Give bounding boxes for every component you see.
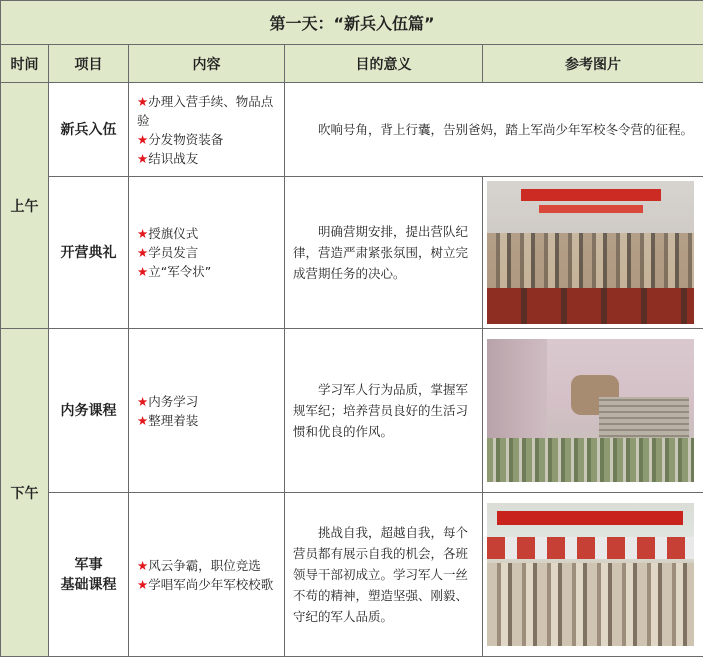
content-list: [129, 493, 285, 657]
content-list: [129, 329, 285, 493]
ceremony-photo: [487, 181, 694, 324]
header-project: 项目: [49, 45, 129, 83]
star-icon: ★: [137, 413, 148, 428]
project-name: 新兵入伍: [49, 83, 129, 177]
header-purpose: 目的意义: [285, 45, 483, 83]
content-item: ★学员发言: [137, 243, 280, 262]
table-row: [1, 83, 703, 177]
content-item: ★学唱军尚少年军校校歌: [137, 575, 280, 594]
content-list: [129, 83, 285, 177]
star-icon: ★: [137, 151, 148, 166]
table-row: [1, 493, 703, 657]
star-icon: ★: [137, 264, 148, 279]
table-row: [1, 329, 703, 493]
content-item: ★办理入营手续、物品点验: [137, 92, 280, 130]
table-row: [1, 177, 703, 329]
content-item: ★内务学习: [137, 392, 280, 411]
purpose-text: 挑战自我，超越自我，每个营员都有展示自我的机会，各班领导干部初成立。学习军人一丝不苟的精神，塑造坚强、刚毅、守纪的军人品质。: [285, 493, 483, 657]
period-afternoon: 下午: [1, 329, 49, 657]
star-icon: ★: [137, 577, 148, 592]
star-icon: ★: [137, 94, 148, 109]
star-icon: ★: [137, 245, 148, 260]
military-training-photo: [487, 503, 694, 646]
content-item: ★立“军令状”: [137, 262, 280, 281]
star-icon: ★: [137, 394, 148, 409]
reference-image-cell: [483, 329, 703, 493]
star-icon: ★: [137, 226, 148, 241]
content-item: ★分发物资装备: [137, 130, 280, 149]
star-icon: ★: [137, 132, 148, 147]
project-name: 开营典礼: [49, 177, 129, 329]
project-name: 内务课程: [49, 329, 129, 493]
header-content: 内容: [129, 45, 285, 83]
content-item: ★整理着装: [137, 411, 280, 430]
page-title: 第一天：“新兵入伍篇”: [1, 1, 703, 45]
reference-image-cell: [483, 177, 703, 329]
reference-image-cell: [483, 493, 703, 657]
project-name: 军事 基础课程: [49, 493, 129, 657]
star-icon: ★: [137, 558, 148, 573]
header-reference-image: 参考图片: [483, 45, 703, 83]
content-item: ★授旗仪式: [137, 224, 280, 243]
content-item: ★风云争霸，职位竞选: [137, 556, 280, 575]
period-morning: 上午: [1, 83, 49, 329]
header-time: 时间: [1, 45, 49, 83]
content-item: ★结识战友: [137, 149, 280, 168]
content-list: [129, 177, 285, 329]
purpose-text: 学习军人行为品质，掌握军规军纪；培养营员良好的生活习惯和优良的作风。: [285, 329, 483, 493]
dormitory-photo: [487, 339, 694, 482]
purpose-text: 明确营期安排，提出营队纪律，营造严肃紧张氛围，树立完成营期任务的决心。: [285, 177, 483, 329]
purpose-text: 吹响号角，背上行囊，告别爸妈，踏上军尚少年军校冬令营的征程。: [285, 83, 703, 177]
